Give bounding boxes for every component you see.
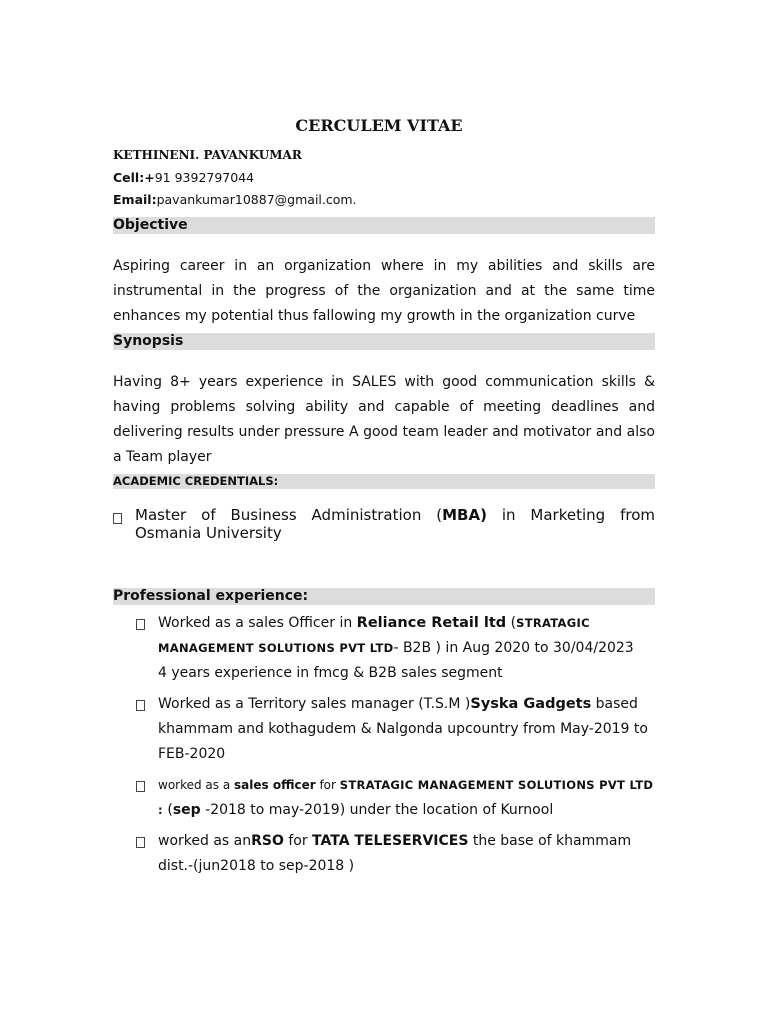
bullet-box-icon (113, 509, 122, 527)
exp2-company: Syska Gadgets (470, 696, 592, 712)
exp4-post: the base of khammam dist.-(jun2018 to sep-2018 ) (158, 833, 632, 874)
cell-label: Cell:+ (113, 170, 155, 185)
bullet-box-icon (136, 693, 145, 718)
exp3-role: sales officer (234, 778, 316, 792)
cell-line (113, 170, 254, 185)
exp4-rso: RSO (251, 833, 284, 849)
bullet-box-icon (136, 774, 145, 799)
exp2-pre: Worked as a Territory sales manager (T.S.M ) (158, 696, 471, 712)
email-value: pavankumar10887@gmail.com. (156, 192, 357, 207)
exp1-caps: STRATAGIC MANAGEMENT SOLUTIONS PVT LTD (158, 616, 590, 655)
objective-text: Aspiring career in an organization where in my abilities and skills are instrumental in the progress of the organization and at the same time enhances my potential thus fallowing my growth in the organization curve (113, 258, 655, 324)
exp4-pre: worked as an (158, 833, 252, 849)
exp3-caps: STRATAGIC MANAGEMENT SOLUTIONS PVT LTD : (158, 778, 654, 817)
experience-item-2 (136, 692, 656, 767)
experience-item-1 (136, 611, 656, 686)
experience-item-3 (136, 773, 656, 823)
academic-item-post: in Marketing from Osmania University (135, 506, 655, 542)
exp3-post: -2018 to may-2019) under the location of Kurnool (200, 802, 554, 818)
bullet-box-icon (136, 612, 145, 637)
exp3-paren: ( (162, 802, 173, 818)
experience-item-4 (136, 829, 656, 879)
document-title: CERCULEM VITAE (295, 116, 463, 135)
exp4-for: for (283, 833, 313, 849)
academic-item-degree: MBA) (442, 506, 487, 524)
objective-heading: Objective (113, 217, 655, 234)
academic-heading: ACADEMIC CREDENTIALS: (113, 474, 655, 489)
email-label: Email: (113, 192, 157, 207)
experience-heading: Professional experience: (113, 588, 655, 605)
exp1-paren: ( (506, 615, 517, 631)
exp1-pre: Worked as a sales Officer in (158, 615, 357, 631)
exp3-sep: sep (172, 802, 201, 818)
cell-value: 91 9392797044 (154, 170, 255, 185)
exp2-post: based khammam and kothagudem & Nalgonda upcountry from May-2019 to FEB-2020 (158, 696, 648, 762)
bullet-box-icon (136, 830, 145, 855)
exp4-company: TATA TELESERVICES (312, 833, 469, 849)
exp3-pre: worked as a (158, 778, 235, 792)
candidate-name: KETHINENI. PAVANKUMAR (113, 148, 302, 162)
academic-item (113, 506, 655, 542)
academic-item-pre: Master of Business Administration ( (135, 506, 443, 524)
synopsis-heading: Synopsis (113, 333, 655, 350)
email-line (113, 192, 357, 207)
exp3-for: for (315, 778, 340, 792)
exp1-line2: 4 years experience in fmcg & B2B sales segment (158, 665, 503, 681)
synopsis-text: Having 8+ years experience in SALES with good communication skills & having problems solving ability and capable of meeting deadlines and delivering results under pressure A good team leader and motivator and also a Team player (113, 374, 655, 465)
exp1-company: Reliance Retail ltd (356, 615, 507, 631)
exp1-post: - B2B ) in Aug 2020 to 30/04/2023 (393, 640, 634, 656)
